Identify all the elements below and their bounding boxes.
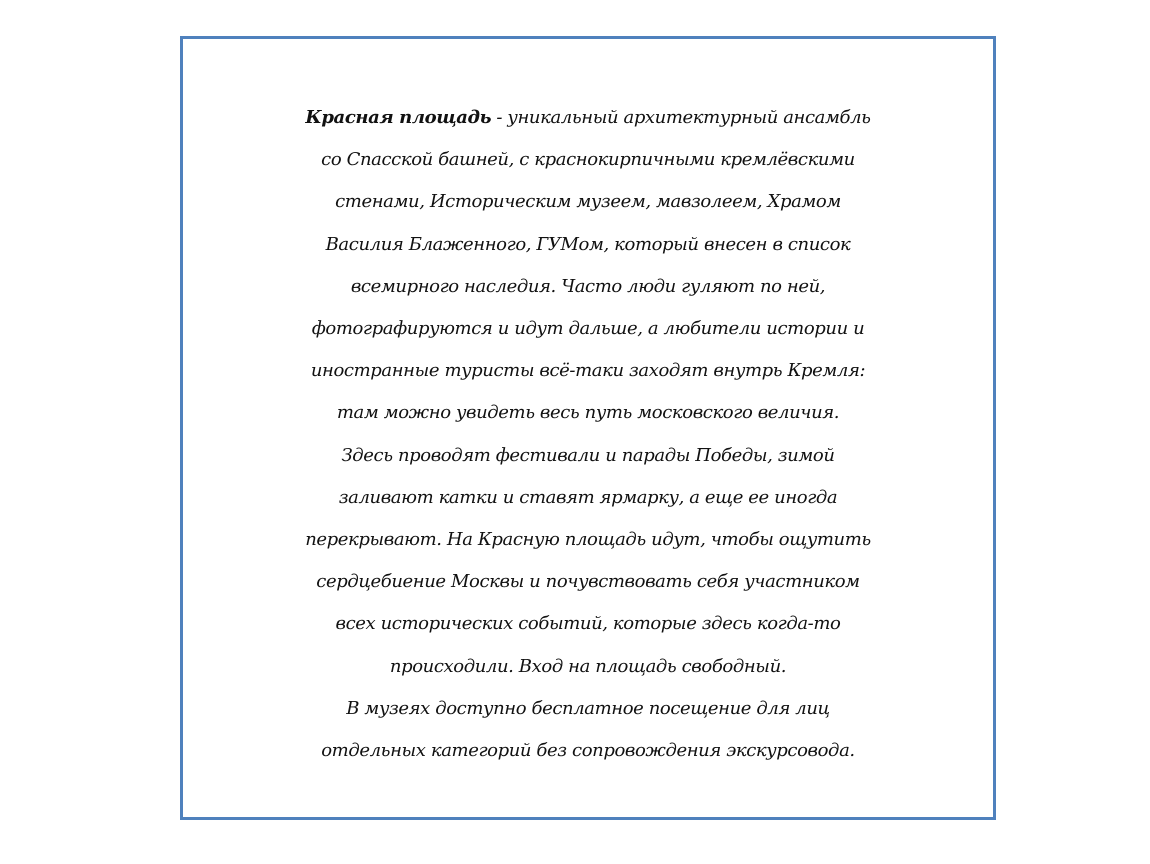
text-line: заливают катки и ставят ярмарку, а еще ее иногда — [338, 486, 838, 508]
text-box — [180, 36, 996, 820]
text-line: всемирного наследия. Часто люди гуляют по ней, — [350, 275, 826, 297]
text-line: стенами, Историческим музеем, мавзолеем, Храмом — [335, 191, 841, 213]
text-line: сердцебиение Москвы и почувствовать себя участником — [316, 571, 860, 593]
text-line: происходили. Вход на площадь свободный. — [389, 655, 787, 677]
text-line: Василия Блаженного, ГУМом, который внесен в список — [325, 233, 851, 255]
text-line: там можно увидеть весь путь московского величия. — [336, 402, 840, 424]
text-line: перекрывают. На Красную площадь идут, чтобы ощутить — [305, 529, 871, 551]
text-line: всех исторических событий, которые здесь когда-то — [335, 613, 841, 635]
text-line: В музеях доступно бесплатное посещение для лиц — [346, 697, 830, 719]
text-line: со Спасской башней, с краснокирпичными кремлёвскими — [321, 149, 855, 171]
text-line — [183, 97, 993, 139]
text-line: отдельных категорий без сопровождения экскурсовода. — [321, 740, 855, 762]
text-body — [183, 97, 993, 772]
lead-term: Красная площадь — [305, 107, 492, 128]
text-line-content: - уникальный архитектурный ансамбль — [491, 107, 871, 128]
text-line: иностранные туристы всё-таки заходят внутрь Кремля: — [310, 360, 866, 382]
text-line: Здесь проводят фестивали и парады Победы, зимой — [341, 444, 835, 466]
text-line: фотографируются и идут дальше, а любители истории и — [311, 318, 865, 340]
